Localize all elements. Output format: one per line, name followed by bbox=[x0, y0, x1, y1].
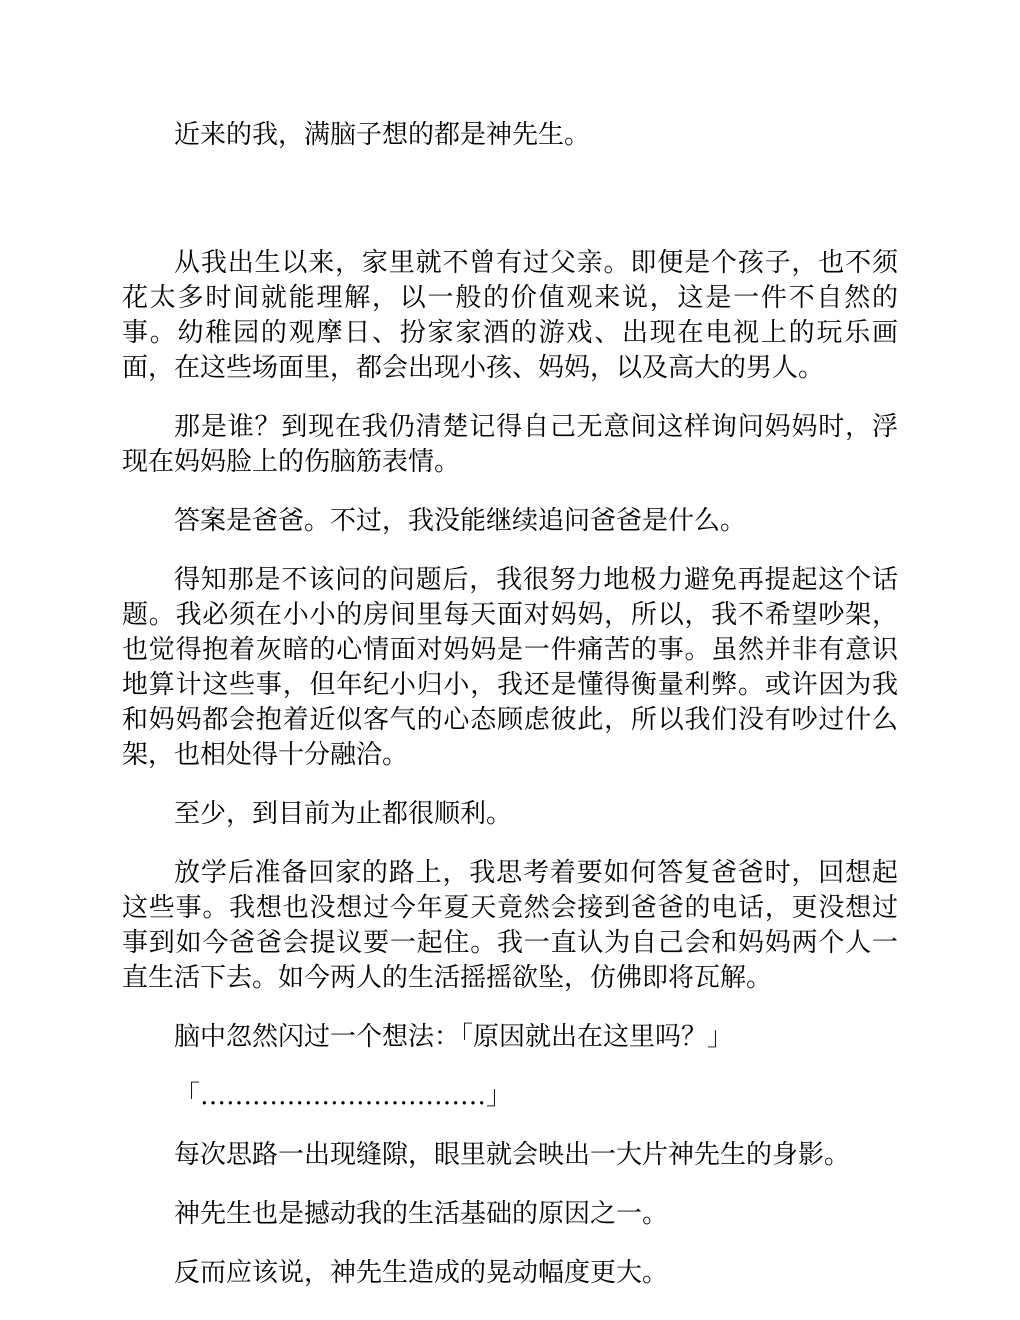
paragraph-3: 答案是爸爸。不过，我没能继续追问爸爸是什么。 bbox=[174, 506, 747, 536]
paragraph-4: 得知那是不该问的问题后，我很努力地极力避免再提起这个话题。我必须在小小的房间里每天面对妈妈，所以，我不希望吵架，也觉得抱着灰暗的心情面对妈妈是一件痛苦的事。虽然并非有意识地算计这些事，但年纪小归小，我还是懂得衡量利弊。或许因为我和妈妈都会抱着近似客气的心态顾虑彼此，所以我们没有吵过什么架，也相处得十分融洽。 bbox=[122, 565, 898, 770]
paragraph-7: 脑中忽然闪过一个想法：「原因就出在这里吗？」 bbox=[174, 1022, 734, 1052]
document-page bbox=[122, 118, 898, 1315]
paragraph-2: 那是谁？到现在我仍清楚记得自己无意间这样询问妈妈时，浮现在妈妈脸上的伤脑筋表情。 bbox=[122, 412, 898, 477]
paragraph-11: 反而应该说，神先生造成的晃动幅度更大。 bbox=[174, 1258, 669, 1288]
paragraph-9: 每次思路一出现缝隙，眼里就会映出一大片神先生的身影。 bbox=[174, 1140, 851, 1170]
opening-line: 近来的我，满脑子想的都是神先生。 bbox=[174, 120, 591, 150]
paragraph-1: 从我出生以来，家里就不曾有过父亲。即便是个孩子，也不须花太多时间就能理解，以一般的价值观来说，这是一件不自然的事。幼稚园的观摩日、扮家家酒的游戏、出现在电视上的玩乐画面，在这些场面里，都会出现小孩、妈妈，以及高大的男人。 bbox=[122, 248, 898, 383]
paragraph-5: 至少，到目前为止都很顺利。 bbox=[174, 799, 513, 829]
paragraph-10: 神先生也是撼动我的生活基础的原因之一。 bbox=[174, 1199, 669, 1229]
paragraph-8: 「……………………………」 bbox=[174, 1081, 513, 1111]
paragraph-6: 放学后准备回家的路上，我思考着要如何答复爸爸时，回想起这些事。我想也没想过今年夏天竟然会接到爸爸的电话，更没想过事到如今爸爸会提议要一起住。我一直认为自己会和妈妈两个人一直生活下去。如今两人的生活摇摇欲坠，仿佛即将瓦解。 bbox=[122, 858, 898, 993]
